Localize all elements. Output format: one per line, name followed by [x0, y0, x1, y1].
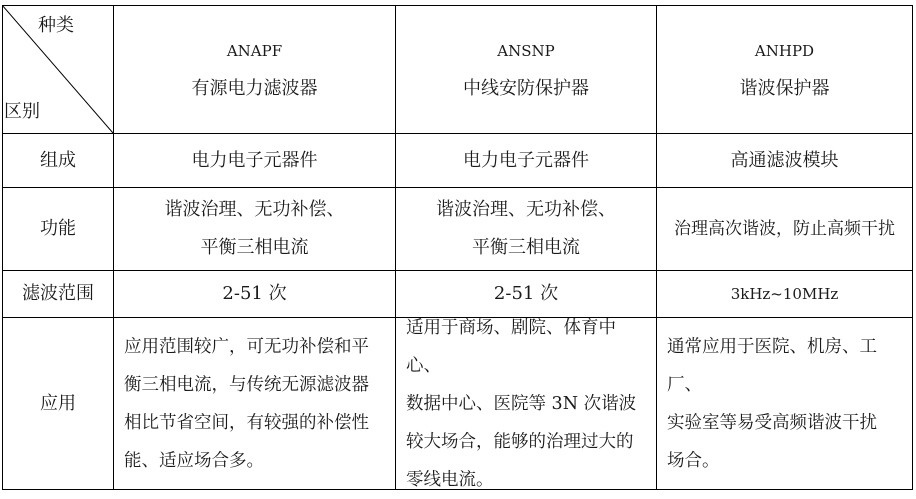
cell-line: 较大场合，能够的治理过大的 — [406, 431, 634, 452]
table-border-right — [912, 5, 913, 490]
cell-application-anhpd — [657, 318, 912, 489]
cell-line: 场合。 — [667, 450, 720, 471]
cell-function-ansnp — [396, 188, 656, 270]
cell-line: 高通滤波模块 — [730, 149, 839, 171]
cell-line: 谐波治理、无功补偿、 — [164, 199, 345, 220]
column-header-anhpd — [657, 6, 912, 133]
cell-application-ansnp — [396, 318, 656, 489]
column-header-ansnp — [396, 6, 656, 133]
corner-label-difference: 区别 — [4, 101, 40, 122]
row-label-function: 功能 — [40, 218, 76, 239]
cell-filter-range-anhpd — [657, 271, 912, 317]
cell-function-anapf — [114, 188, 395, 270]
cell-application-anapf — [114, 318, 395, 489]
cell-line: 能、适应场合多。 — [124, 450, 264, 471]
row-label-application: 应用 — [40, 392, 76, 414]
cell-composition-ansnp — [396, 134, 656, 187]
cell-line: 谐波治理、无功补偿、 — [436, 199, 616, 220]
cell-line: 衡三相电流，与传统无源滤波器 — [124, 374, 369, 395]
cell-line: 平衡三相电流 — [472, 237, 580, 258]
cell-line: 相比节省空间，有较强的补偿性 — [124, 412, 369, 433]
cell-line: 电力电子元器件 — [463, 149, 589, 171]
column-header-anapf — [114, 6, 395, 133]
cell-line: 数据中心、医院等 3N 次谐波 — [406, 393, 637, 414]
column-name: 有源电力滤波器 — [191, 77, 318, 99]
cell-line: 适用于商场、剧院、体育中心、 — [406, 317, 616, 376]
cell-line: 平衡三相电流 — [200, 237, 309, 258]
cell-line: 通常应用于医院、机房、工厂、 — [667, 336, 877, 395]
cell-filter-range-anapf — [114, 271, 395, 317]
comparison-table — [2, 5, 913, 490]
column-code: ANSNP — [497, 41, 555, 60]
cell-function-anhpd — [657, 188, 912, 270]
column-code: ANAPF — [226, 41, 283, 60]
column-name: 谐波保护器 — [739, 77, 830, 99]
column-code: ANHPD — [754, 41, 815, 60]
cell-line: 3kHz~10MHz — [730, 285, 839, 303]
corner-label-category: 种类 — [38, 15, 74, 36]
cell-line: 2-51 次 — [222, 283, 287, 304]
cell-line: 实验室等易受高频谐波干扰 — [667, 412, 877, 433]
cell-composition-anhpd — [657, 134, 912, 187]
cell-line: 治理高次谐波，防止高频干扰 — [674, 219, 895, 239]
cell-line: 零线电流。 — [406, 469, 494, 490]
row-label-composition: 组成 — [40, 149, 76, 171]
row-label-filter-range: 滤波范围 — [22, 283, 94, 304]
column-name: 中线安防保护器 — [463, 77, 589, 99]
cell-line: 电力电子元器件 — [191, 149, 318, 171]
cell-line: 2-51 次 — [493, 283, 559, 304]
cell-composition-anapf — [114, 134, 395, 187]
cell-line: 应用范围较广，可无功补偿和平 — [124, 336, 369, 357]
